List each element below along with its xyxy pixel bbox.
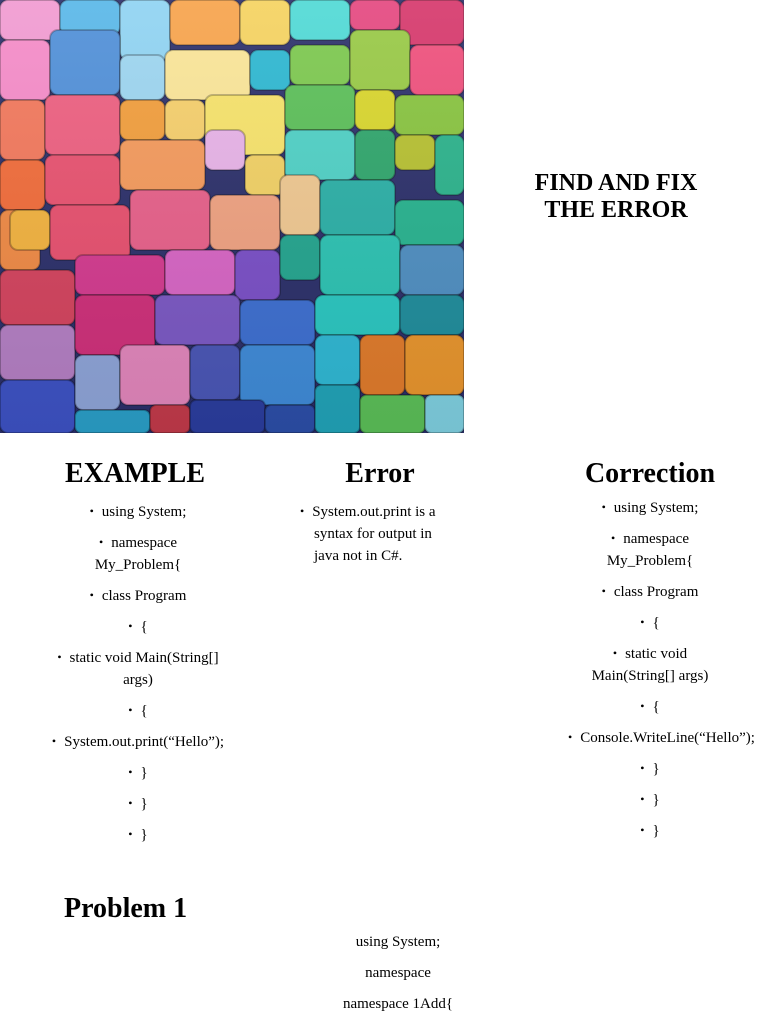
list-item: • namespace My_Problem{: [40, 532, 236, 576]
list-item: • static void Main(String[] args): [40, 647, 236, 691]
list-item: • }: [40, 793, 236, 815]
list-item: • {: [560, 696, 740, 718]
problem-1-code: [300, 931, 496, 1024]
list-item: • class Program: [560, 581, 740, 603]
list-item: • }: [560, 820, 740, 842]
error-list: [300, 501, 460, 567]
example-heading: EXAMPLE: [65, 458, 205, 489]
list-item: • {: [40, 700, 236, 722]
list-item: • using System;: [40, 501, 236, 523]
list-item: • class Program: [40, 585, 236, 607]
list-item: • static void Main(String[] args): [560, 643, 740, 687]
correction-heading: Correction: [584, 458, 716, 489]
list-item: • }: [40, 824, 236, 846]
page-title: [480, 170, 752, 224]
list-item: • Console.WriteLine(“Hello”);: [560, 727, 740, 749]
correction-code-list: [560, 497, 755, 851]
title-line-2: THE ERROR: [544, 197, 688, 223]
code-line: using System;: [355, 934, 441, 950]
code-line: namespace: [365, 965, 431, 981]
example-code-list: [40, 501, 236, 855]
tetris-blocks-image: [0, 0, 464, 433]
list-item: • }: [560, 789, 740, 811]
list-item: • System.out.print is a syntax for output in java not in C#.: [300, 501, 460, 567]
list-item: • System.out.print(“Hello”);: [40, 731, 236, 753]
list-item: • namespace My_Problem{: [560, 528, 740, 572]
list-item: • }: [560, 758, 740, 780]
title-line-1: FIND AND FIX: [534, 170, 698, 196]
code-line: namespace 1Add{: [342, 996, 454, 1012]
list-item: • }: [40, 762, 236, 784]
error-heading: Error: [345, 458, 415, 489]
list-item: • using System;: [560, 497, 740, 519]
list-item: • {: [40, 616, 236, 638]
problem-1-heading: Problem 1: [64, 893, 188, 924]
list-item: • {: [560, 612, 740, 634]
